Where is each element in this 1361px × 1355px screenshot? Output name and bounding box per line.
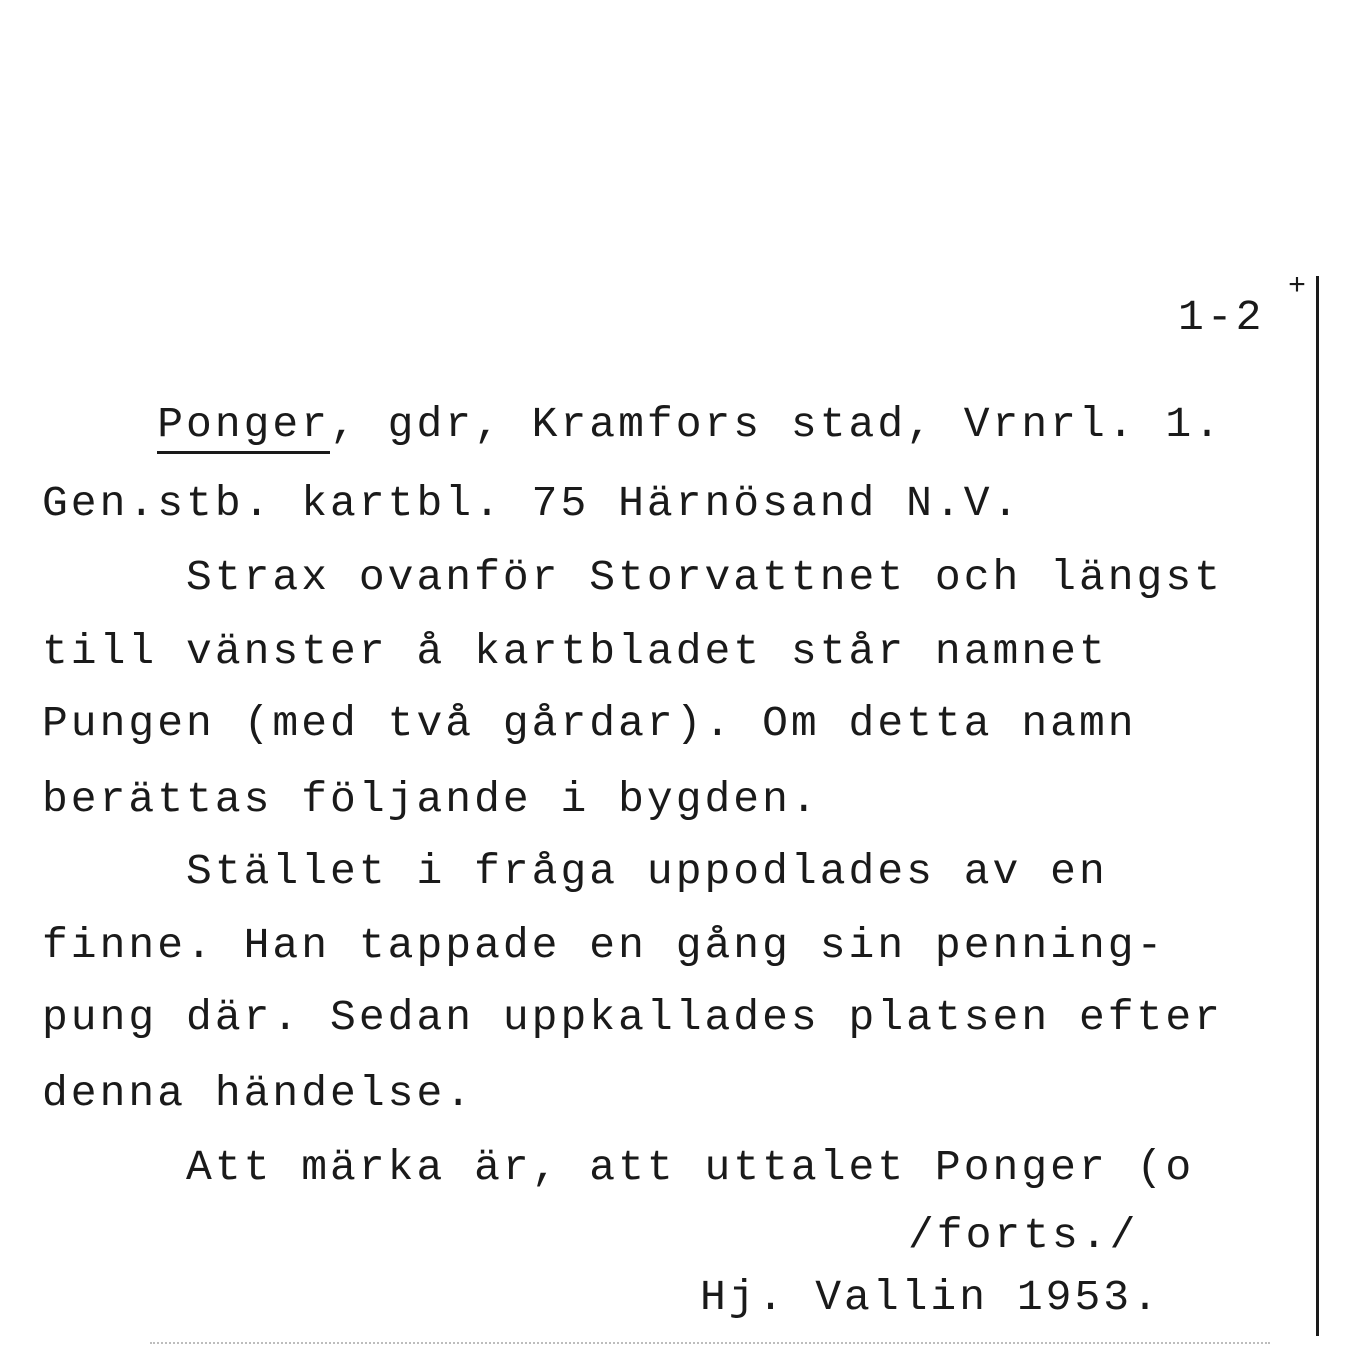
card-number: 1-2 (1178, 293, 1265, 342)
bottom-edge (150, 1342, 1270, 1344)
card-heading (42, 360, 1223, 489)
body-line: pung där. Sedan uppkallades platsen efter (42, 993, 1223, 1042)
body-line: berättas följande i bygden. (42, 775, 820, 824)
body-line: finne. Han tappade en gång sin penning- (42, 921, 1166, 970)
body-line: denna händelse. (42, 1069, 475, 1118)
corner-mark: + (1288, 270, 1310, 304)
continued-note: /forts./ (908, 1211, 1139, 1260)
map-reference: Gen.stb. kartbl. 75 Härnösand N.V. (42, 479, 1022, 528)
heading-details: , gdr, Kramfors stad, Vrnrl. 1. (330, 400, 1223, 449)
signature: Hj. Vallin 1953. (700, 1273, 1161, 1322)
right-border-line (1316, 276, 1319, 1336)
body-line: till vänster å kartbladet står namnet (42, 627, 1108, 676)
place-name: Ponger (157, 400, 330, 454)
body-line: Pungen (med två gårdar). Om detta namn (42, 699, 1137, 748)
body-line: Stället i fråga uppodlades av en (42, 847, 1108, 896)
body-line: Strax ovanför Storvattnet och längst (42, 553, 1223, 602)
body-line: Att märka är, att uttalet Ponger (o (42, 1143, 1195, 1192)
